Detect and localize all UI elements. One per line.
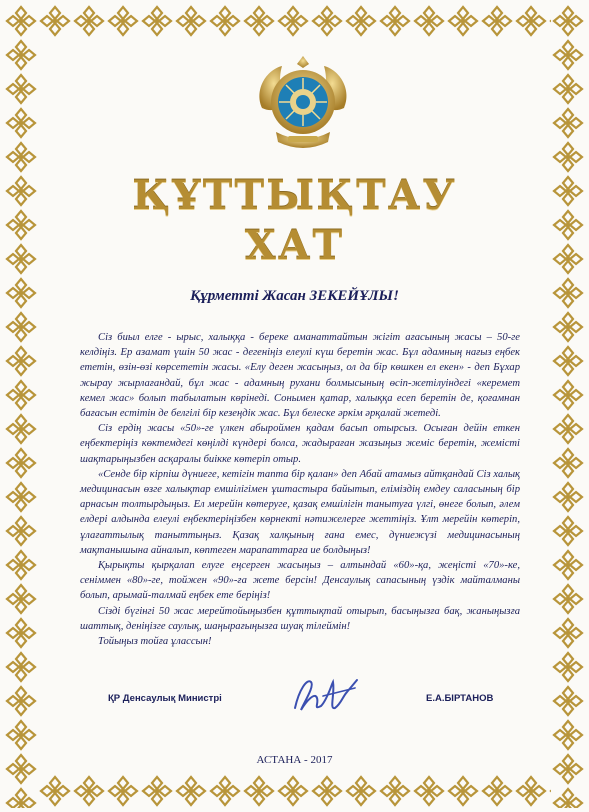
letter-paragraph: Тойыңыз тойға ұлассын! bbox=[98, 636, 212, 648]
ornamental-border-left bbox=[4, 4, 38, 808]
letter-paragraph: «Сенде бір кірпіш дүниеге, кетігін тапта бір қалан» деп Абай атамыз айтқандай Сіз халық медицинасын өзге халықтар емшілігімен ұштастыра байытып, еліміздің емдеу саласының бір арнасын толтырдыңыз. Ел мерейін көтеруге, қазақ емшілігін танытуға үлгі, өнеге болып, әлем елдері алдында елеулі еңбектеріңізбен көрнекті нәтижелерге жеттіңіз. Ұлт мерейін көтеріп, ұлағаттылық таныттыңыз. Қазақ халқының ғана емес, дүниежүзі медицинасының мақтанышына айналып, көптеген марапаттарға ие болдыңыз! bbox=[80, 468, 520, 556]
signatory-position: ҚР Денсаулық Министрі bbox=[108, 693, 222, 704]
letter-paragraph: Қырықты қырқалап елуге еңсерген жасыңыз – алтындай «60»-қа, жеңісті «70»-ке, сеніммен «80»-ге, тойжен «90»-ға жете берсін! Денсаулық сапасының үздік майталманы болып, арымай-талмай еңбек ете беріңіз! bbox=[80, 560, 520, 602]
certificate-title-line2: ХАТ bbox=[244, 222, 345, 269]
letter-body bbox=[80, 330, 520, 649]
ornamental-border-right bbox=[551, 4, 585, 808]
signatory-name: Е.А.БІРТАНОВ bbox=[426, 693, 494, 704]
handwritten-signature bbox=[285, 670, 365, 720]
certificate-title-line1: ҚҰТТЫҚТАУ bbox=[132, 172, 457, 219]
letter-paragraph: Сіз биыл елге - ырыс, халыққа - береке аманаттайтын жігіт ағасының жасы – 50-ге келдіңіз. Ер азамат үшін 50 жас - дегеніңіз елеулі күш беретін жас. Бұл адамның нағыз еңбек ететін, өзін-өзі көрсететін жасы. «Елу деген жасыңыз, ол да бір көшкен ел екен» - деп Бұхар жырау жырлағандай, бұл жас - адамның рухани болмысының өсіп-жетілуіндегі «керемет кемел жас» болып табылатын көрінеді. Сонымен қатар, халыққа есеп беретін де, қоғамнан бағасын естітін де белгілі бір кезеңдік жас. Бұл белеске әркім әрқалай жетеді. bbox=[80, 332, 520, 420]
salutation: Құрметті Жасан ЗЕКЕЙҰЛЫ! bbox=[190, 288, 399, 304]
letter-paragraph: Сізді бүгінгі 50 жас мерейтойыңызбен құттықтай отырып, басыңызға бақ, жаныңызға шаттық, деніңізге саулық, шаңырағыңызға шуақ тілеймін! bbox=[80, 605, 520, 632]
place-and-year: АСТАНА - 2017 bbox=[256, 754, 333, 766]
state-emblem-icon bbox=[248, 50, 358, 158]
ornamental-border-bottom bbox=[4, 774, 585, 808]
ornamental-border-top bbox=[4, 4, 585, 38]
letter-paragraph: Сіз ердің жасы «50»-ге үлкен абыроймен қадам басып отырсыз. Осыған дейін еткен еңбектеріңіз көктемдегі көңілді күндері болса, жадыраған жазыңыз жеміс беретін, жемісті шақтарыңызбен асқаралы биікке көтеріп отыр. bbox=[80, 423, 520, 465]
